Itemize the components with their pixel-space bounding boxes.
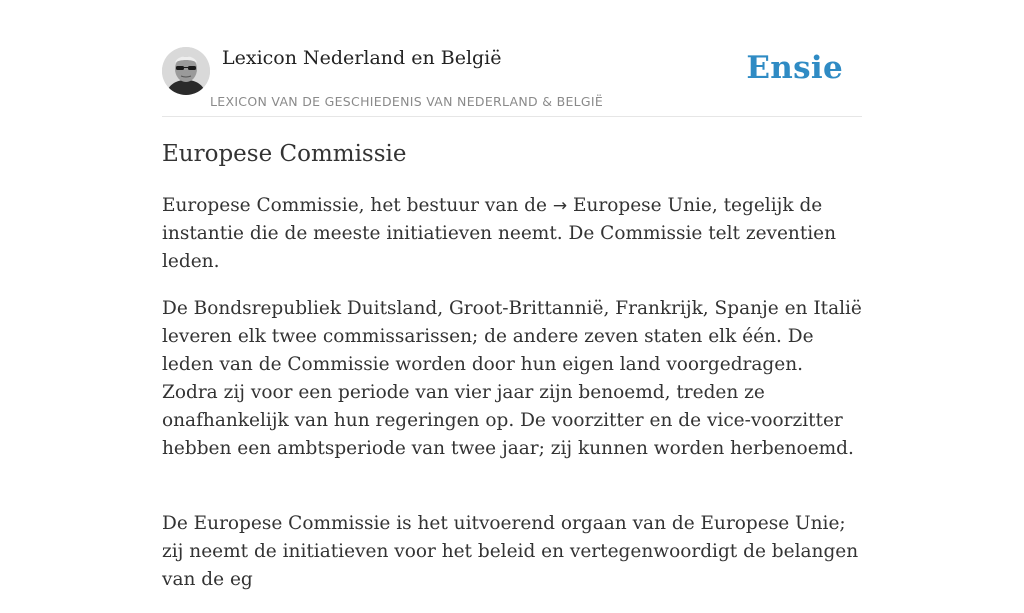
paragraph-break bbox=[162, 482, 862, 510]
entry-content bbox=[162, 192, 862, 613]
arrow-right-icon: → bbox=[552, 196, 568, 216]
entry-title: Europese Commissie bbox=[162, 141, 407, 167]
entry-paragraph: De Europese Commissie is het uitvoerend orgaan van de Europese Unie; zij neemt de initiatieven voor het beleid en vertegenwoordigt de belangen van de eg bbox=[162, 513, 859, 590]
author-portrait-icon[interactable] bbox=[162, 47, 210, 95]
page-container bbox=[162, 0, 862, 590]
lexicon-title[interactable]: Lexicon Nederland en België bbox=[222, 47, 502, 69]
europese-unie-link[interactable]: Europese Unie bbox=[572, 195, 712, 216]
lexicon-subtitle: LEXICON VAN DE GESCHIEDENIS VAN NEDERLAND & BELGIË bbox=[210, 94, 604, 109]
ensie-logo[interactable]: Ensie bbox=[746, 50, 843, 86]
entry-paragraph bbox=[162, 192, 862, 276]
paragraph-text: Europese Commissie, het bestuur van de bbox=[162, 195, 553, 216]
paragraph-text: , tegelijk de instantie die de meeste initiatieven neemt. De Commissie telt zeventien leden. bbox=[162, 195, 837, 272]
entry-paragraph: De Bondsrepubliek Duitsland, Groot-Brittannië, Frankrijk, Spanje en Italië leveren elk twee commissarissen; de andere zeven staten elk één. De leden van de Commissie worden door hun eigen land voorgedragen. Zodra zij voor een periode van vier jaar zijn benoemd, treden ze onafhankelijk van hun regeringen op. De voorzitter en de vice-voorzitter hebben een ambtsperiode van twee jaar; zij kunnen worden herbenoemd. bbox=[162, 298, 862, 459]
lexicon-header bbox=[162, 0, 862, 117]
